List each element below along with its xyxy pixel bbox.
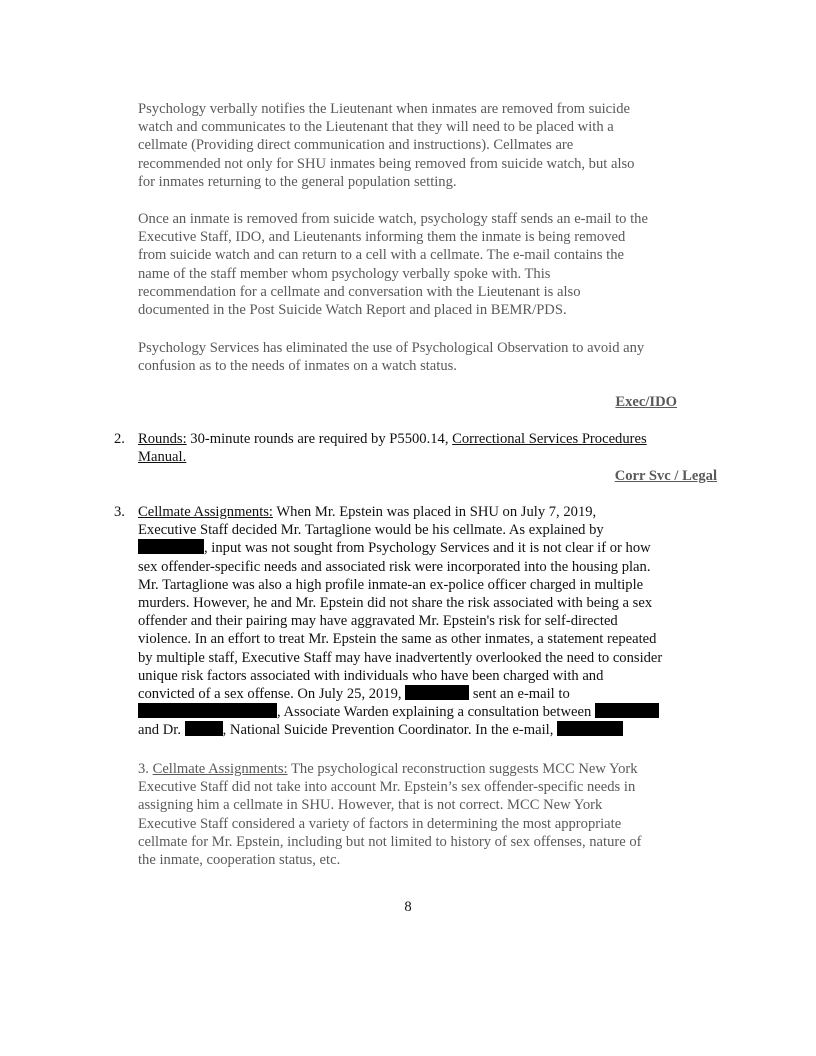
- text-line: for inmates returning to the general population setting.: [138, 173, 457, 190]
- text-line: [138, 503, 738, 521]
- text-line: by multiple staff, Executive Staff may have inadvertently overlooked the need to consider: [138, 649, 663, 666]
- text-line: cellmate (Providing direct communication and instructions). Cellmates are: [138, 137, 574, 154]
- manual-reference: Correctional Services Procedures: [452, 431, 647, 447]
- line-text: sent an e-mail to: [469, 686, 570, 703]
- paragraph-psychology-notifies: [138, 100, 704, 191]
- text-line: [138, 703, 738, 721]
- redaction-block: [185, 721, 223, 736]
- manual-reference-cont: Manual.: [138, 449, 187, 466]
- item-heading: Rounds:: [138, 431, 187, 447]
- text-line: unique risk factors associated with individuals who have been charged with and: [138, 667, 604, 684]
- text-line: Once an inmate is removed from suicide watch, psychology staff sends an e-mail to the: [138, 211, 648, 227]
- text-line: Executive Staff considered a variety of factors in determining the most appropriate: [138, 815, 622, 832]
- text-line: [138, 760, 704, 778]
- line-text: convicted of a sex offense. On July 25, 2019,: [138, 686, 402, 703]
- text-line: assigning him a cellmate in SHU. However, that is not correct. MCC New York: [138, 797, 603, 814]
- text-line: Executive Staff, IDO, and Lieutenants informing them the inmate is being removed: [138, 229, 626, 246]
- item-rounds: [138, 430, 704, 466]
- responsible-party-label: Corr Svc / Legal: [614, 468, 717, 484]
- text-line: Executive Staff decided Mr. Tartaglione would be his cellmate. As explained by: [138, 522, 604, 539]
- redaction-block: [138, 703, 277, 718]
- text-line: Mr. Tartaglione was also a high profile inmate-an ex-police officer charged in multiple: [138, 576, 644, 593]
- text-line: recommendation for a cellmate and conversation with the Lieutenant is also: [138, 283, 581, 300]
- text-line: recommended not only for SHU inmates being removed from suicide watch, but also: [138, 155, 635, 172]
- text-line: [138, 430, 704, 448]
- text-line: [138, 685, 738, 703]
- text-line: Psychology Services has eliminated the use of Psychological Observation to avoid any: [138, 340, 645, 356]
- page-number: 8: [404, 899, 412, 915]
- text-line: confusion as to the needs of inmates on a watch status.: [138, 358, 457, 375]
- line-text: When Mr. Epstein was placed in SHU on July 7, 2019,: [273, 504, 597, 520]
- response-heading: Cellmate Assignments:: [152, 761, 288, 777]
- response-cellmate-assignments: [138, 760, 704, 869]
- text-line: [138, 539, 738, 557]
- text-line: Executive Staff did not take into account Mr. Epstein’s sex offender-specific needs in: [138, 779, 636, 796]
- text-line: watch and communicates to the Lieutenant that they will need to be placed with a: [138, 119, 614, 136]
- item-text: 30-minute rounds are required by P5500.14,: [186, 431, 453, 447]
- text-line: offender and their pairing may have aggravated Mr. Epstein's risk for self-directed: [138, 613, 618, 630]
- text-line: documented in the Post Suicide Watch Report and placed in BEMR/PDS.: [138, 302, 567, 319]
- paragraph-email-notification: [138, 210, 704, 319]
- text-line: Psychology verbally notifies the Lieutenant when inmates are removed from suicide: [138, 101, 630, 117]
- text-line: murders. However, he and Mr. Epstein did not share the risk associated with being a sex: [138, 595, 653, 612]
- paragraph-psychological-observation: [138, 339, 704, 375]
- text-line: sex offender-specific needs and associated risk were incorporated into the housing plan.: [138, 558, 651, 575]
- text-line: [138, 448, 704, 466]
- line-text: and Dr.: [138, 722, 181, 739]
- item-number: 3.: [114, 504, 125, 520]
- line-text: , Associate Warden explaining a consultation between: [277, 704, 592, 721]
- redaction-block: [557, 721, 623, 736]
- item-cellmate-assignments: [138, 503, 738, 740]
- text-line: name of the staff member whom psychology verbally spoke with. This: [138, 265, 551, 282]
- redaction-block: [595, 703, 659, 718]
- line-text: 3.: [138, 761, 153, 777]
- item-number: 2.: [114, 431, 125, 447]
- text-line: [138, 721, 738, 739]
- text-line: violence. In an effort to treat Mr. Epstein the same as other inmates, a statement repeated: [138, 631, 657, 648]
- line-text: The psychological reconstruction suggests MCC New York: [287, 761, 638, 777]
- text-line: cellmate for Mr. Epstein, including but not limited to history of sex offenses, nature of: [138, 833, 642, 850]
- redaction-block: [138, 539, 204, 554]
- responsible-party-label: Exec/IDO: [615, 394, 677, 410]
- line-text: , National Suicide Prevention Coordinator. In the e-mail,: [222, 722, 554, 739]
- redaction-block: [405, 685, 469, 700]
- item-heading: Cellmate Assignments:: [138, 504, 273, 520]
- line-text: , input was not sought from Psychology Services and it is not clear if or how: [204, 540, 651, 557]
- text-line: from suicide watch and can return to a cell with a cellmate. The e-mail contains the: [138, 247, 624, 264]
- text-line: the inmate, cooperation status, etc.: [138, 852, 341, 869]
